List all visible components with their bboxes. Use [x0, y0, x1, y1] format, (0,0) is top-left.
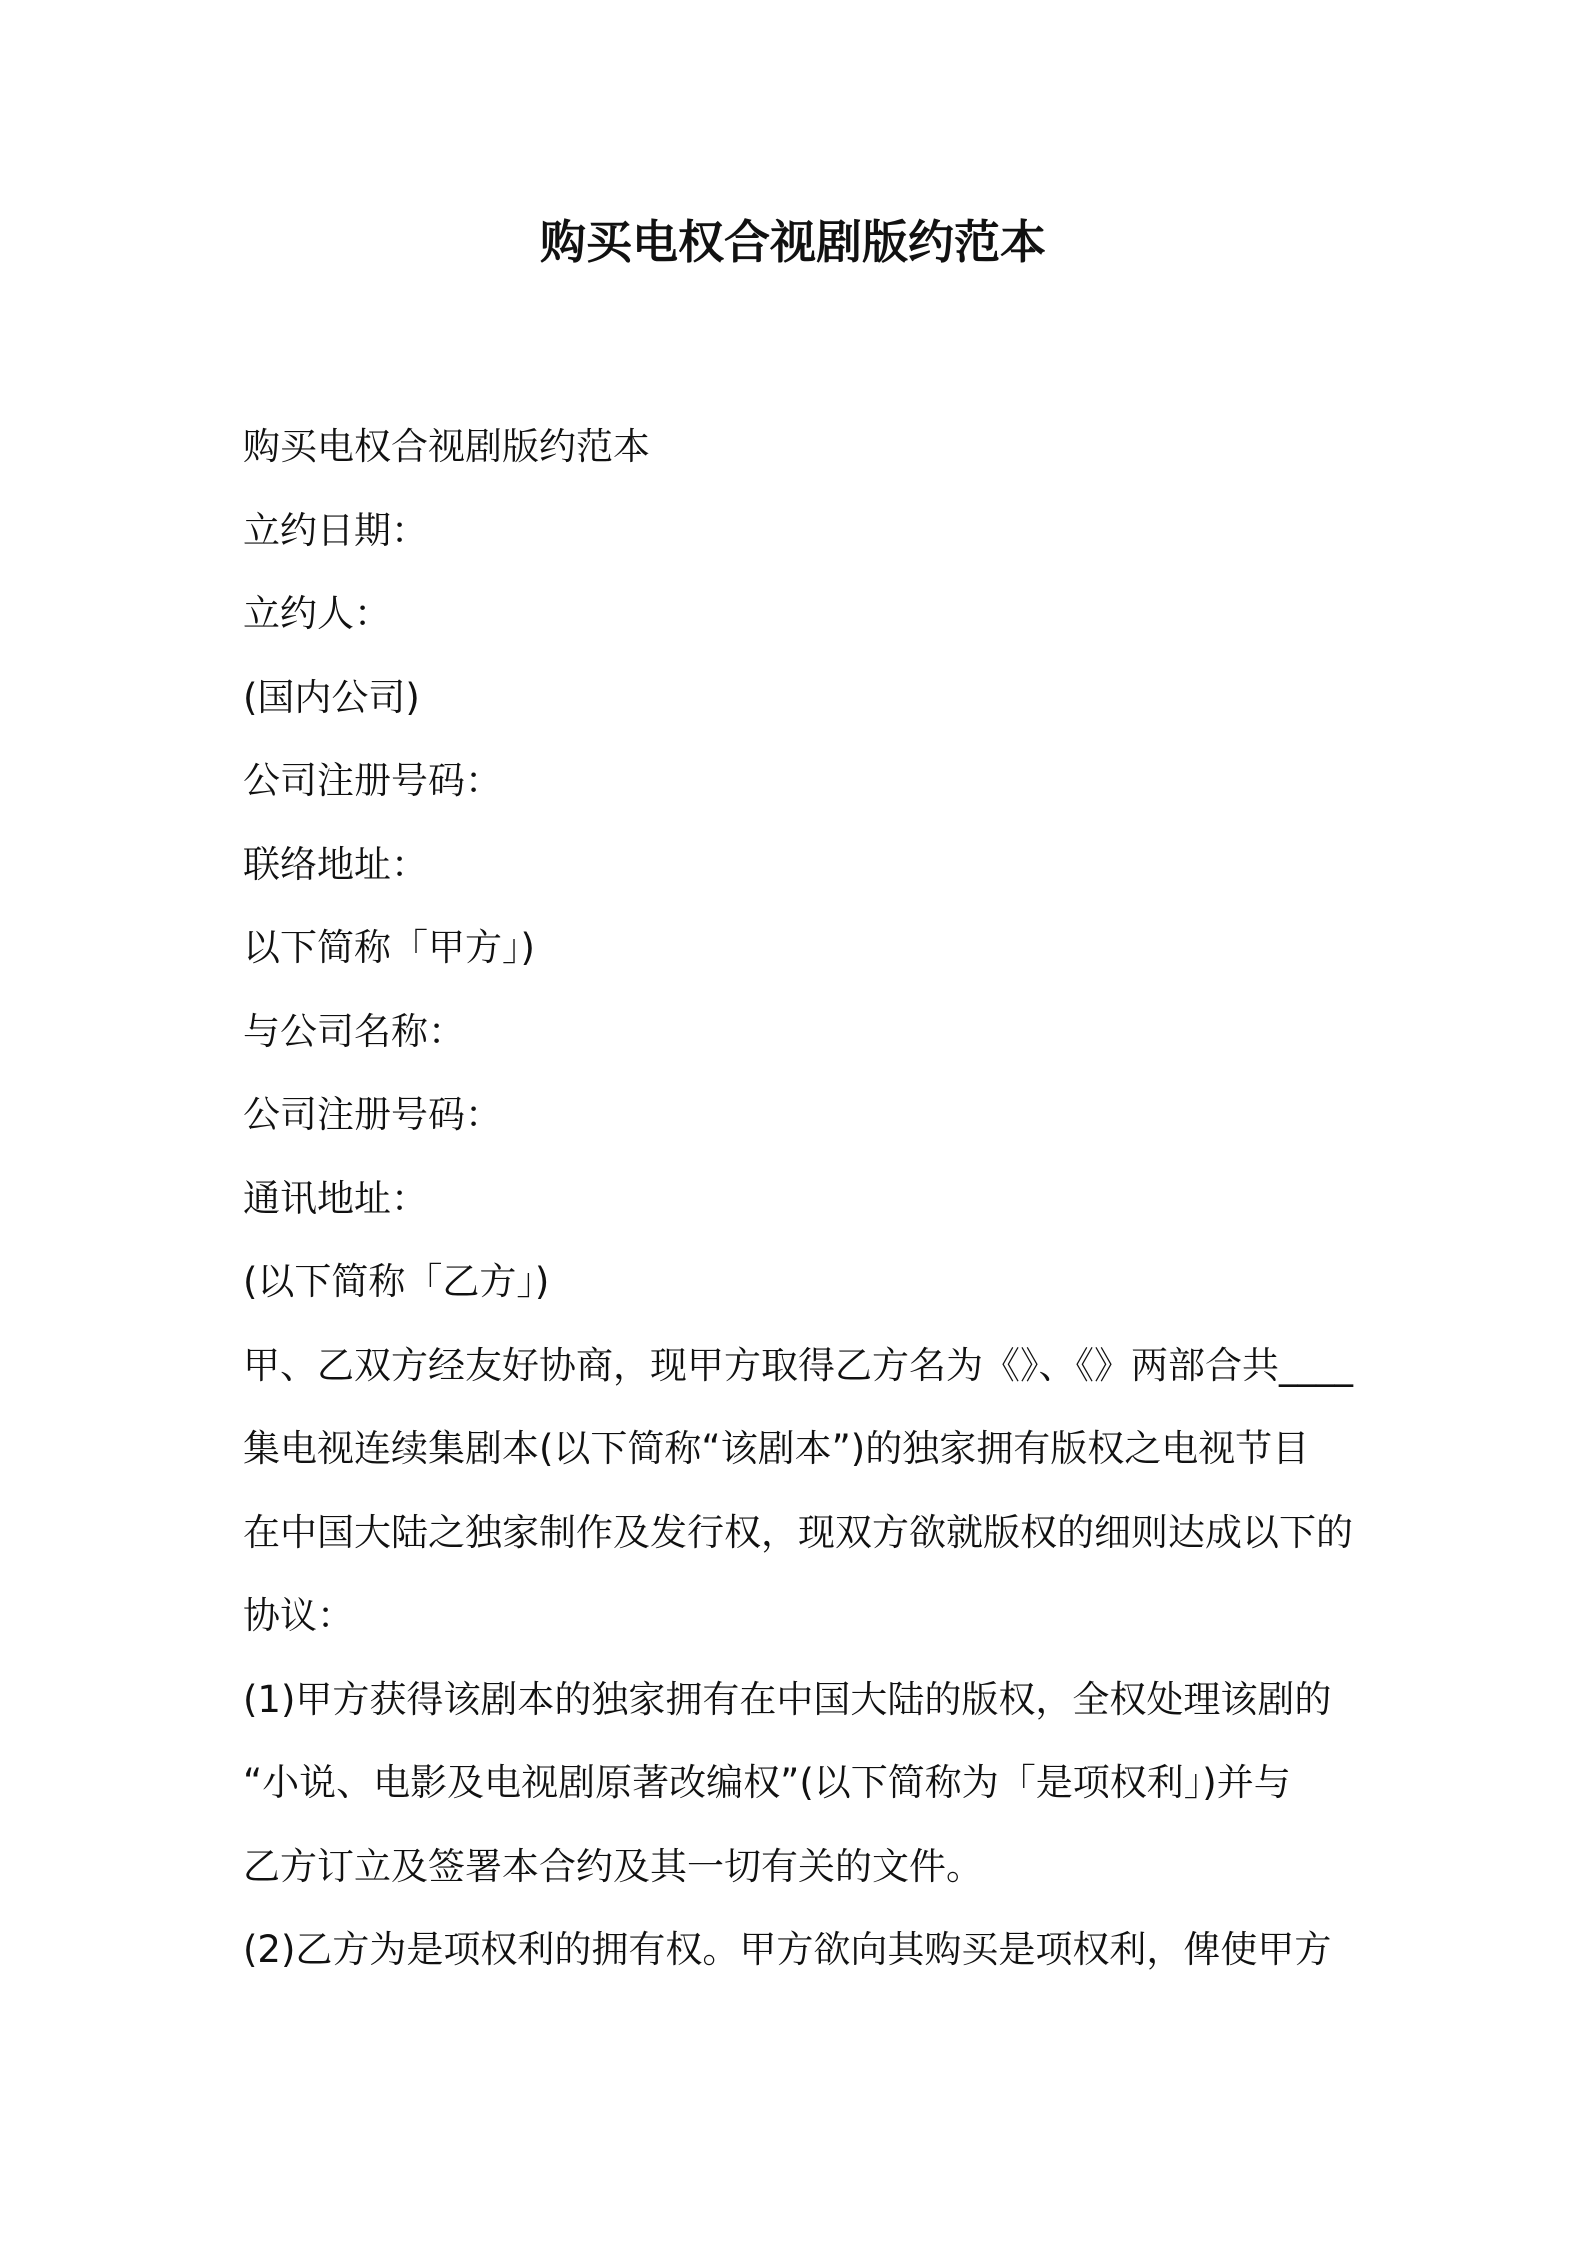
preamble-line-3: 在中国大陆之独家制作及发行权，现双方欲就版权的细则达成以下的: [243, 1510, 1353, 1554]
contracting-party-line: 立约人：: [243, 592, 391, 635]
party-a-registration-line: 公司注册号码：: [243, 759, 502, 802]
party-b-name-line: 与公司名称：: [243, 1009, 465, 1053]
clause-1-line-1: (1)甲方获得该剧本的独家拥有在中国大陆的版权，全权处理该剧的: [243, 1677, 1332, 1721]
party-b-registration-line: 公司注册号码：: [243, 1093, 502, 1136]
clause-1-line-3: 乙方订立及签署本合约及其一切有关的文件。: [243, 1844, 983, 1888]
party-b-address-line: 通讯地址：: [243, 1176, 428, 1220]
domestic-company-line: (国内公司): [243, 675, 420, 719]
party-b-alias-line: (以下简称「乙方」): [243, 1260, 550, 1303]
document-title: 购买电权合视剧版约范本: [540, 215, 1046, 269]
clause-1-line-2: “小说、电影及电视剧原著改编权”(以下简称为「是项权利」)并与: [243, 1761, 1291, 1804]
heading-line: 购买电权合视剧版约范本: [243, 425, 650, 468]
preamble-line-2: 集电视连续集剧本(以下简称“该剧本”)的独家拥有版权之电视节目: [243, 1427, 1310, 1470]
contract-date-line: 立约日期：: [243, 508, 428, 552]
preamble-line-4: 协议：: [243, 1594, 354, 1637]
preamble-line-1: 甲、乙双方经友好协商，现甲方取得乙方名为《》、《》两部合共____: [243, 1343, 1353, 1387]
party-a-address-line: 联络地址：: [243, 842, 428, 886]
party-a-alias-line: 以下简称「甲方」): [243, 926, 535, 969]
document-body: [243, 405, 1355, 1992]
clause-2-line-1: (2)乙方为是项权利的拥有权。甲方欲向其购买是项权利，俾使甲方: [243, 1928, 1332, 1971]
